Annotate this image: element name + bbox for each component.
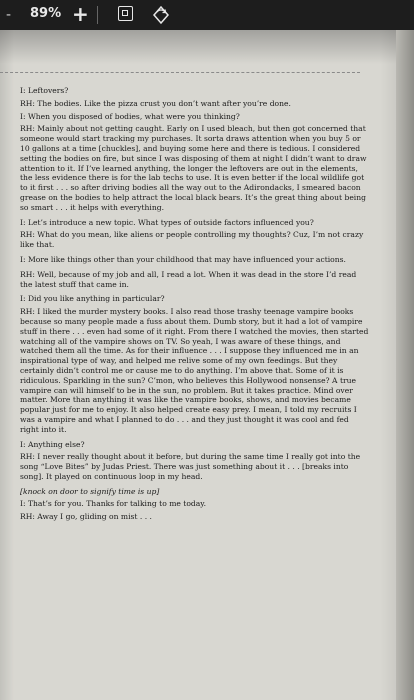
transcript-line: I: Let’s introduce a new topic. What types of outside factors influenced you? (20, 217, 314, 227)
zoom-in-button[interactable]: + (72, 2, 89, 26)
rotate-icon[interactable] (150, 4, 172, 26)
viewer-toolbar (0, 0, 414, 30)
page-shadow (0, 30, 412, 64)
page-edge (396, 30, 414, 700)
transcript-line: I: When you disposed of bodies, what were you thinking? (20, 111, 240, 121)
transcript-body (20, 86, 370, 525)
transcript-line: RH: I liked the murder mystery books. I also read those trashy teenage vampire books because so many people made a fuss about them. Dumb story, but it had a lot of vampire stuff in there . . . even had some of it right. From there I watched the movies, then started watching all of the vampire shows on TV. So yeah, I was aware of these things, and watched them all the time. As for their influence . . . I suppose they influenced me in an inspirational type of way, and helped me relive some of my own feedings. But they certainly didn’t control me or cause me to do anything. I’m above that. Some of it is ridiculous. Sparkling in the sun? C’mon, who believes this Hollywood nonsense? A true vampire can will himself to be in the sun, no problem. But it takes practice. Mind over matter. More than anything it was like the vampire books, shows, and movies became popular just for me to enjoy. It also helped create easy prey. I mean, I told my recruits I was a vampire and what I planned to do . . . and they just thought it was cool and fed right into it. (20, 307, 369, 434)
transcript-line: RH: I never really thought about it before, but during the same time I really got into the song “Love Bites” by Judas Priest. There was just something about it . . . [breaks into song]. It played on continuous loop in my head. (20, 452, 361, 481)
transcript-line: RH: Away I go, gliding on mist . . . (20, 512, 152, 522)
zoom-out-button[interactable]: - (6, 7, 12, 23)
transcript-line: I: More like things other than your childhood that may have influenced your actions. (20, 254, 346, 264)
transcript-line: RH: Mainly about not getting caught. Early on I used bleach, but then got concerned that someone would start tracking my purchases. It sorta draws attention when you buy 5 or 10 gallons at a time [chuckles], and buying some here and there is tedious. I considered setting the bodies on fire, but since I was disposing of them at night I didn’t want to draw attention to it. If I’ve learned anything, the longer the leftovers are out in the elements, the less evidence there is for the lab techs to use. It is even better if the local wildlife got to it first . . . so after driving bodies all the way out to the Adirondacks, I smeared bacon grease on the bodies to help attract the local black bears. It’s the great thing about being so smart . . . it helps with everything. (20, 124, 367, 212)
stage-direction: [knock on door to signify time is up] (20, 486, 160, 496)
transcript-line: RH: What do you mean, like aliens or people controlling my thoughts? Cuz, I’m not crazy like that. (20, 230, 364, 250)
fit-page-icon[interactable] (118, 6, 133, 21)
transcript-line: I: Leftovers? (20, 86, 69, 95)
transcript-line: RH: Well, because of my job and all, I read a lot. When it was dead in the store I’d read the latest stuff that came in. (20, 269, 357, 289)
transcript-line: I: Anything else? (20, 439, 85, 449)
transcript-line: I: Did you like anything in particular? (20, 294, 165, 304)
transcript-line: I: That’s for you. Thanks for talking to me today. (20, 499, 207, 509)
toolbar-divider (97, 6, 98, 24)
transcript-line: RH: The bodies. Like the pizza crust you don’t want after you’re done. (20, 98, 291, 108)
page-divider (0, 72, 360, 73)
zoom-level[interactable]: 89% (30, 6, 62, 21)
